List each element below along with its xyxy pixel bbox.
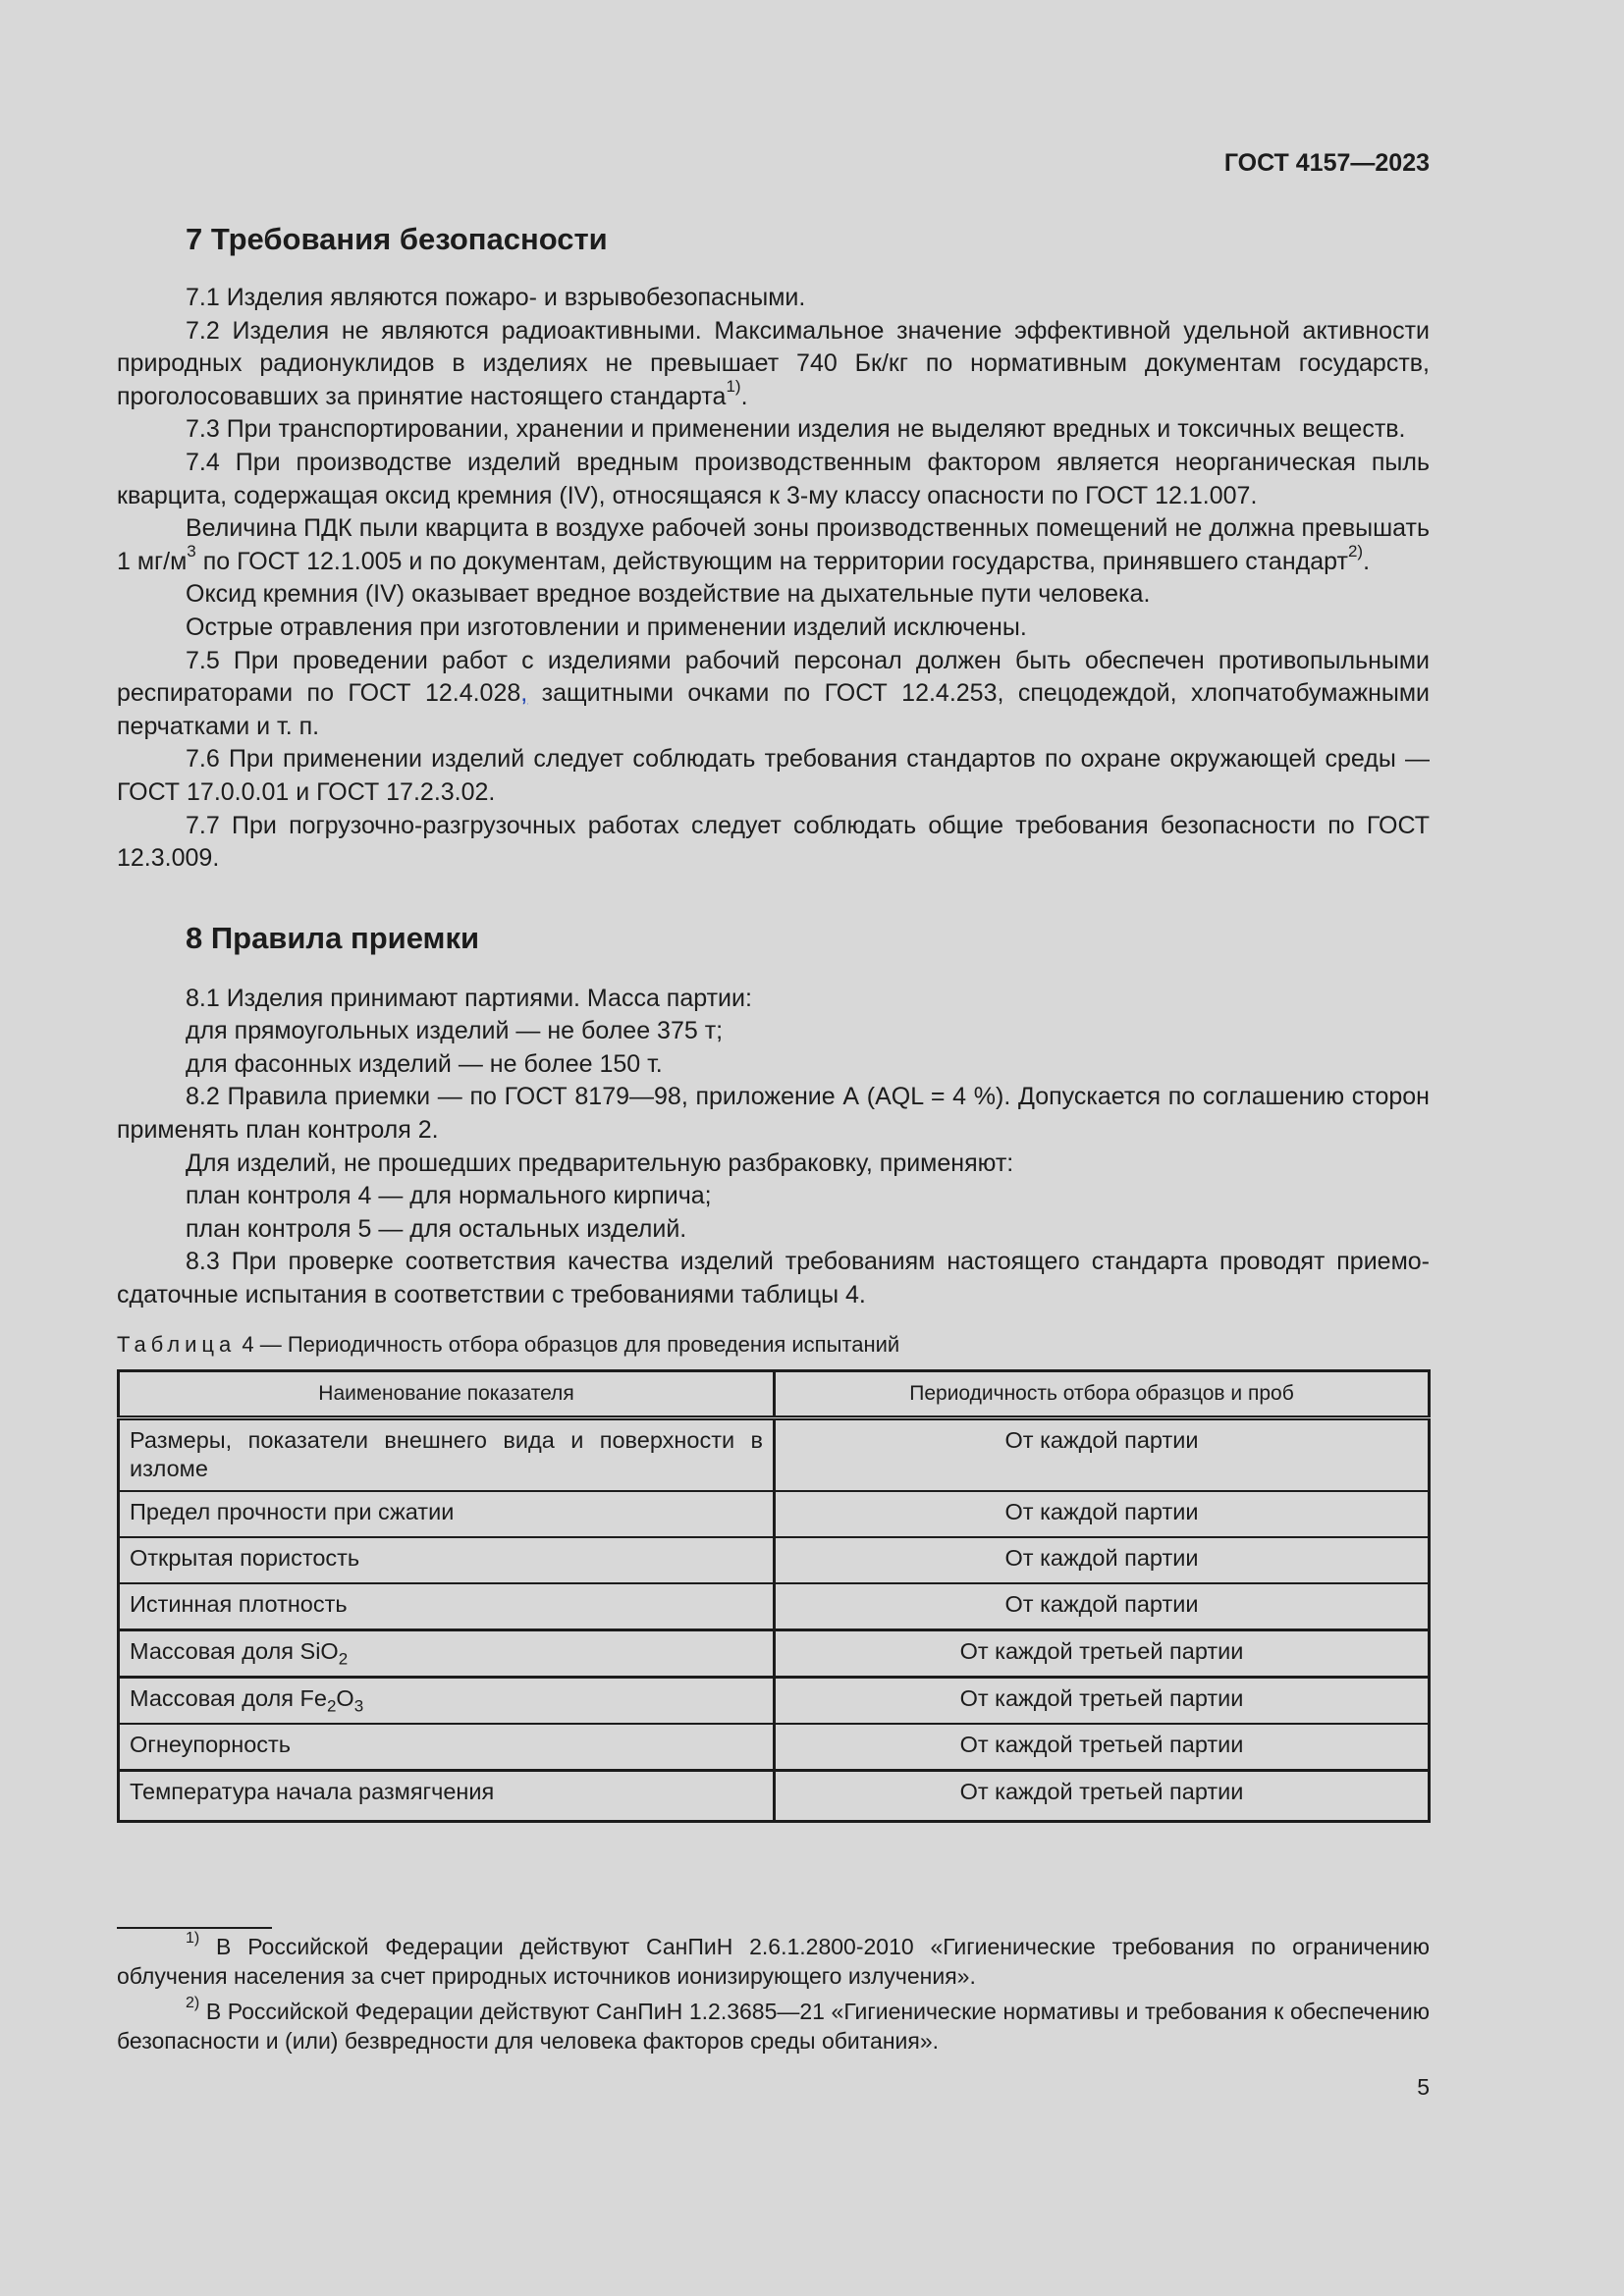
table-row: [119, 1724, 1430, 1771]
table-cell-indicator: Истинная плотность: [119, 1583, 775, 1630]
table-4-caption: [117, 1330, 1430, 1360]
paragraph-8-2: 8.2 Правила приемки — по ГОСТ 8179—98, приложение А (AQL = 4 %). Допускается по соглашению сторон применять план контроля 2.: [117, 1083, 1430, 1145]
table-cell-periodicity: От каждой третьей партии: [775, 1724, 1430, 1771]
table-cell-periodicity: От каждой третьей партии: [775, 1770, 1430, 1821]
table-cell-periodicity: От каждой партии: [775, 1583, 1430, 1630]
paragraph-pdk: [117, 512, 1430, 578]
column-header-periodicity: Периодичность отбора образцов и проб: [775, 1370, 1430, 1417]
table-caption-word: Таблица: [117, 1331, 237, 1357]
table-header-row: [119, 1370, 1430, 1417]
footnote-ref-1[interactable]: 1): [726, 377, 741, 397]
table-cell-indicator: [119, 1677, 775, 1724]
formula-text: O: [336, 1684, 354, 1711]
list-item-plan-4: план контроля 4 — для нормального кирпича;: [186, 1182, 712, 1210]
table-cell-indicator: Температура начала размягчения: [119, 1770, 775, 1821]
list-item-plan-5: план контроля 5 — для остальных изделий.: [186, 1214, 687, 1243]
table-row: [119, 1583, 1430, 1630]
formula-subscript: 3: [353, 1696, 364, 1716]
paragraph-7-1: 7.1 Изделия являются пожаро- и взрывобезопасными.: [186, 284, 806, 311]
paragraph-8-1: 8.1 Изделия принимают партиями. Масса партии:: [186, 984, 752, 1012]
document-header-id: ГОСТ 4157—2023: [1223, 149, 1430, 177]
footnote-mark-2: 2): [186, 1995, 200, 2012]
table-caption-text: 4 — Периодичность отбора образцов для проведения испытаний: [236, 1331, 900, 1357]
column-header-indicator: Наименование показателя: [119, 1370, 775, 1417]
table-row: [119, 1491, 1430, 1537]
table-cell-indicator: [119, 1629, 775, 1677]
table-row: [119, 1677, 1430, 1724]
paragraph-pdk-text-a: Величина ПДК пыли кварцита в воздухе рабочей зоны производственных помещений не должна превышать 1 мг/м: [117, 514, 1430, 575]
table-cell-periodicity: От каждой третьей партии: [775, 1629, 1430, 1677]
footnotes: [117, 1932, 1430, 2061]
paragraph-pdk-text-b: по ГОСТ 12.1.005 и по документам, действующим на территории государства, принявшего стандарт: [195, 547, 1348, 575]
paragraph-7-2-end: .: [740, 382, 748, 410]
paragraph-7-7: 7.7 При погрузочно-разгрузочных работах следует соблюдать общие требования безопасности по ГОСТ 12.3.009.: [117, 811, 1430, 873]
paragraph-7-2-text: 7.2 Изделия не являются радиоактивными. Максимальное значение эффективной удельной активности природных радионуклидов в изделиях не превышает 740 Бк/кг по нормативным документам государств, проголосовавших за принятие настоящего стандарта: [117, 316, 1430, 410]
paragraph-pdk-end: .: [1363, 547, 1371, 575]
paragraph-7-3: 7.3 При транспортировании, хранении и применении изделия не выделяют вредных и токсичных веществ.: [186, 415, 1406, 444]
footnote-text-1: В Российской Федерации действуют СанПиН 2.6.1.2800-2010 «Гигиенические требования по ограничению облучения населения за счет природных источников ионизирующего излучения».: [117, 1934, 1430, 1989]
table-cell-indicator: Предел прочности при сжатии: [119, 1491, 775, 1537]
paragraph-acute: Острые отравления при изготовлении и применении изделий исключены.: [186, 613, 1027, 641]
section-7-title: 7 Требования безопасности: [186, 222, 608, 256]
table-row: [119, 1537, 1430, 1583]
footnote-mark-1: 1): [186, 1930, 200, 1948]
table-cell-periodicity: От каждой партии: [775, 1491, 1430, 1537]
paragraph-8-3: 8.3 При проверке соответствия качества изделий требованиям настоящего стандарта проводят приемо-сдаточные испытания в соответствии с требованиями таблицы 4.: [117, 1248, 1430, 1309]
table-cell-periodicity: От каждой третьей партии: [775, 1677, 1430, 1724]
footnote-separator: [117, 1927, 272, 1929]
table-cell-indicator: Размеры, показатели внешнего вида и поверхности в изломе: [119, 1417, 775, 1491]
footnote-1: [117, 1932, 1430, 1991]
table-cell-indicator: Огнеупорность: [119, 1724, 775, 1771]
paragraph-7-2: [117, 315, 1430, 414]
table-cell-periodicity: От каждой партии: [775, 1417, 1430, 1491]
formula-subscript: 2: [338, 1649, 349, 1669]
table-row: [119, 1629, 1430, 1677]
table-4: [117, 1369, 1431, 1823]
table-row: [119, 1417, 1430, 1491]
paragraph-7-4: 7.4 При производстве изделий вредным производственным фактором является неорганическая пыль кварцита, содержащая оксид кремния (IV), относящаяся к 3-му классу опасности по ГОСТ 12.1.007.: [117, 448, 1430, 509]
formula-subscript: 2: [326, 1696, 337, 1716]
formula-text: Массовая доля Fe: [130, 1684, 327, 1711]
page-number: 5: [1417, 2074, 1430, 2100]
footnote-text-2: В Российской Федерации действуют СанПиН 1.2.3685—21 «Гигиенические нормативы и требования к обеспечению безопасности и (или) безвредности для человека факторов среды обитания».: [117, 1999, 1430, 2054]
paragraph-7-5-text-b: защитными очками по ГОСТ 12.4.253, спецодеждой, хлопчатобумажными перчатками и т. п.: [117, 679, 1430, 740]
formula-text: Массовая доля SiO: [130, 1637, 339, 1664]
unit-superscript: 3: [187, 542, 196, 561]
paragraph-7-5-text-a: 7.5 При проведении работ с изделиями рабочий персонал должен быть обеспечен противопыльными респираторами по ГОСТ 12.4.028: [117, 646, 1430, 708]
paragraph-presort: Для изделий, не прошедших предварительную разбраковку, применяют:: [186, 1148, 1014, 1177]
table-cell-periodicity: От каждой партии: [775, 1537, 1430, 1583]
paragraph-7-5: [117, 645, 1430, 744]
section-8-title: 8 Правила приемки: [186, 920, 480, 955]
footnote-2: [117, 1997, 1430, 2056]
paragraph-oxide: Оксид кремния (IV) оказывает вредное воздействие на дыхательные пути человека.: [186, 580, 1151, 609]
list-item-rectangular: для прямоугольных изделий — не более 375 т;: [186, 1017, 724, 1045]
table-row: [119, 1770, 1430, 1821]
gost-link[interactable]: ,: [520, 679, 528, 708]
list-item-shaped: для фасонных изделий — не более 150 т.: [186, 1049, 663, 1078]
table-cell-indicator: Открытая пористость: [119, 1537, 775, 1583]
main-content: [117, 220, 1430, 1823]
footnote-ref-2[interactable]: 2): [1347, 542, 1364, 561]
paragraph-7-6: 7.6 При применении изделий следует соблюдать требования стандартов по охране окружающей среды — ГОСТ 17.0.0.01 и ГОСТ 17.2.3.02.: [117, 745, 1430, 806]
